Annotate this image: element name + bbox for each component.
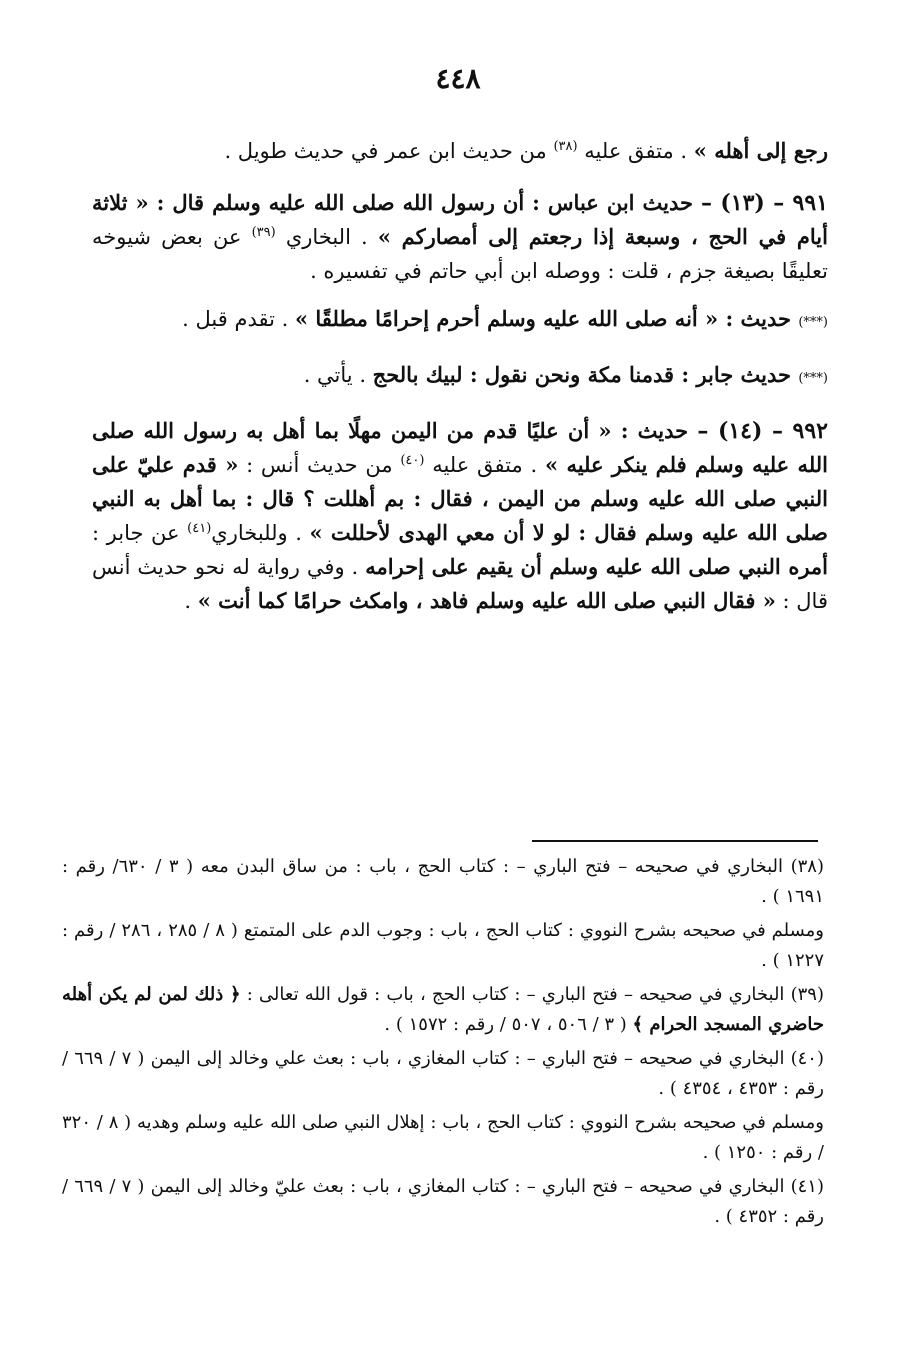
stars-marker: (***): [798, 371, 828, 386]
text: . البخاري: [275, 225, 378, 249]
bold-text: رجع إلى أهله »: [693, 138, 828, 163]
quoted-text: « فقال النبي صلى الله عليه وسلم فاهد ، وامكث حرامًا كما أنت »: [197, 588, 776, 613]
text: عن جابر :: [92, 521, 188, 545]
hadith-992: [92, 414, 828, 618]
footnote-38-muslim: ومسلم في صحيحه بشرح النووي : كتاب الحج ، باب : وجوب الدم على المتمتع ( ٨ / ٢٨٥ ، ٢٨٦ / رقم : ١٢٢٧ ) .: [62, 920, 825, 971]
hadith-number: ٩٩١ – (١٣) –: [701, 190, 828, 216]
text: . متفق عليه: [424, 453, 545, 477]
quran-verse: ﴿ ذلك لمن لم يكن أهله حاضري المسجد الحرام ﴾: [62, 984, 824, 1035]
footnote-ref: (٣٨): [553, 139, 578, 154]
footnote-ref: (٤٠): [400, 453, 425, 468]
footnote-divider: [532, 840, 818, 842]
hadith-991: [92, 186, 828, 288]
hadith-text: حديث ابن عباس : أن رسول الله صلى الله عليه وسلم قال : « ثلاثة أيام في الحج ، وسبعة إذا رجعتم إلى أمصاركم »: [92, 190, 828, 249]
page-number: ٤٤٨: [435, 62, 481, 95]
quoted-text: أمره النبي صلى الله عليه وسلم أن يقيم على إحرامه: [365, 554, 829, 579]
text: من حديث ابن عمر في حديث طويل .: [224, 139, 554, 163]
hadith-note-2: [92, 358, 828, 396]
paragraph-continuation: [92, 134, 828, 168]
stars-marker: (***): [798, 315, 828, 330]
footnote-39: [62, 980, 824, 1040]
hadith-number: ٩٩٢ – (١٤) –: [697, 418, 828, 444]
footnote-40-muslim: ومسلم في صحيحه بشرح النووي : كتاب الحج ، باب : إهلال النبي صلى الله عليه وسلم وهديه ( ٨ / ٣٢٠ / رقم : ١٢٥٠ ) .: [62, 1112, 825, 1163]
hadith-text: حديث جابر : قدمنا مكة ونحن نقول : لبيك بالحج: [372, 362, 799, 387]
quoted-text: « قدم عليّ على النبي صلى الله عليه وسلم من اليمن ، فقال : بم أهللت ؟ قال : بما أهل به النبي صلى الله عليه وسلم فقال : لو لا أن معي الهدى لأحللت »: [92, 452, 828, 545]
text: . وفي رواية له نحو حديث أنس قال :: [92, 555, 828, 613]
footnote-ref: (٤١): [187, 521, 212, 536]
footnote-ref: (٣٩): [251, 225, 276, 240]
text: . متفق عليه: [577, 139, 694, 163]
text: عن بعض شيوخه تعليقًا بصيغة جزم ، قلت : ووصله ابن أبي حاتم في تفسيره .: [92, 225, 828, 283]
text: (٣٩) البخاري في صحيحه – فتح الباري – : كتاب الحج ، باب : قول الله تعالى :: [240, 984, 824, 1005]
footnote-38: (٣٨) البخاري في صحيحه – فتح الباري – : كتاب الحج ، باب : من ساق البدن معه ( ٣ / ٦٣٠/ رقم : ١٦٩١ ) .: [62, 856, 824, 907]
footnote-40: (٤٠) البخاري في صحيحه – فتح الباري – : كتاب المغازي ، باب : بعث علي وخالد إلى اليمن ( ٧ / ٦٦٩ / رقم : ٤٣٥٣ ، ٤٣٥٤ ) .: [62, 1048, 824, 1099]
footnotes: [62, 852, 824, 1236]
hadith-text: حديث : « أن عليًا قدم من اليمن مهلًا بما أهل به رسول الله صلى الله عليه وسلم فلم ينكر عليه »: [92, 418, 829, 477]
text: من حديث أنس :: [238, 453, 401, 477]
text: ( ٣ / ٥٠٦ ، ٥٠٧ / رقم : ١٥٧٢ ) .: [384, 1014, 633, 1035]
text: . وللبخاري: [211, 521, 310, 545]
text: . تقدم قبل .: [182, 307, 295, 331]
footnote-41: (٤١) البخاري في صحيحه – فتح الباري – : كتاب المغازي ، باب : بعث عليّ وخالد إلى اليمن ( ٧ / ٦٦٩ / رقم : ٤٣٥٢ ) .: [62, 1176, 824, 1227]
text: .: [184, 589, 198, 613]
hadith-text: حديث : « أنه صلى الله عليه وسلم أحرم إحرامًا مطلقًا »: [294, 306, 799, 331]
text: . يأتي .: [303, 363, 373, 387]
main-text: [92, 134, 828, 632]
hadith-note-1: [92, 302, 828, 340]
